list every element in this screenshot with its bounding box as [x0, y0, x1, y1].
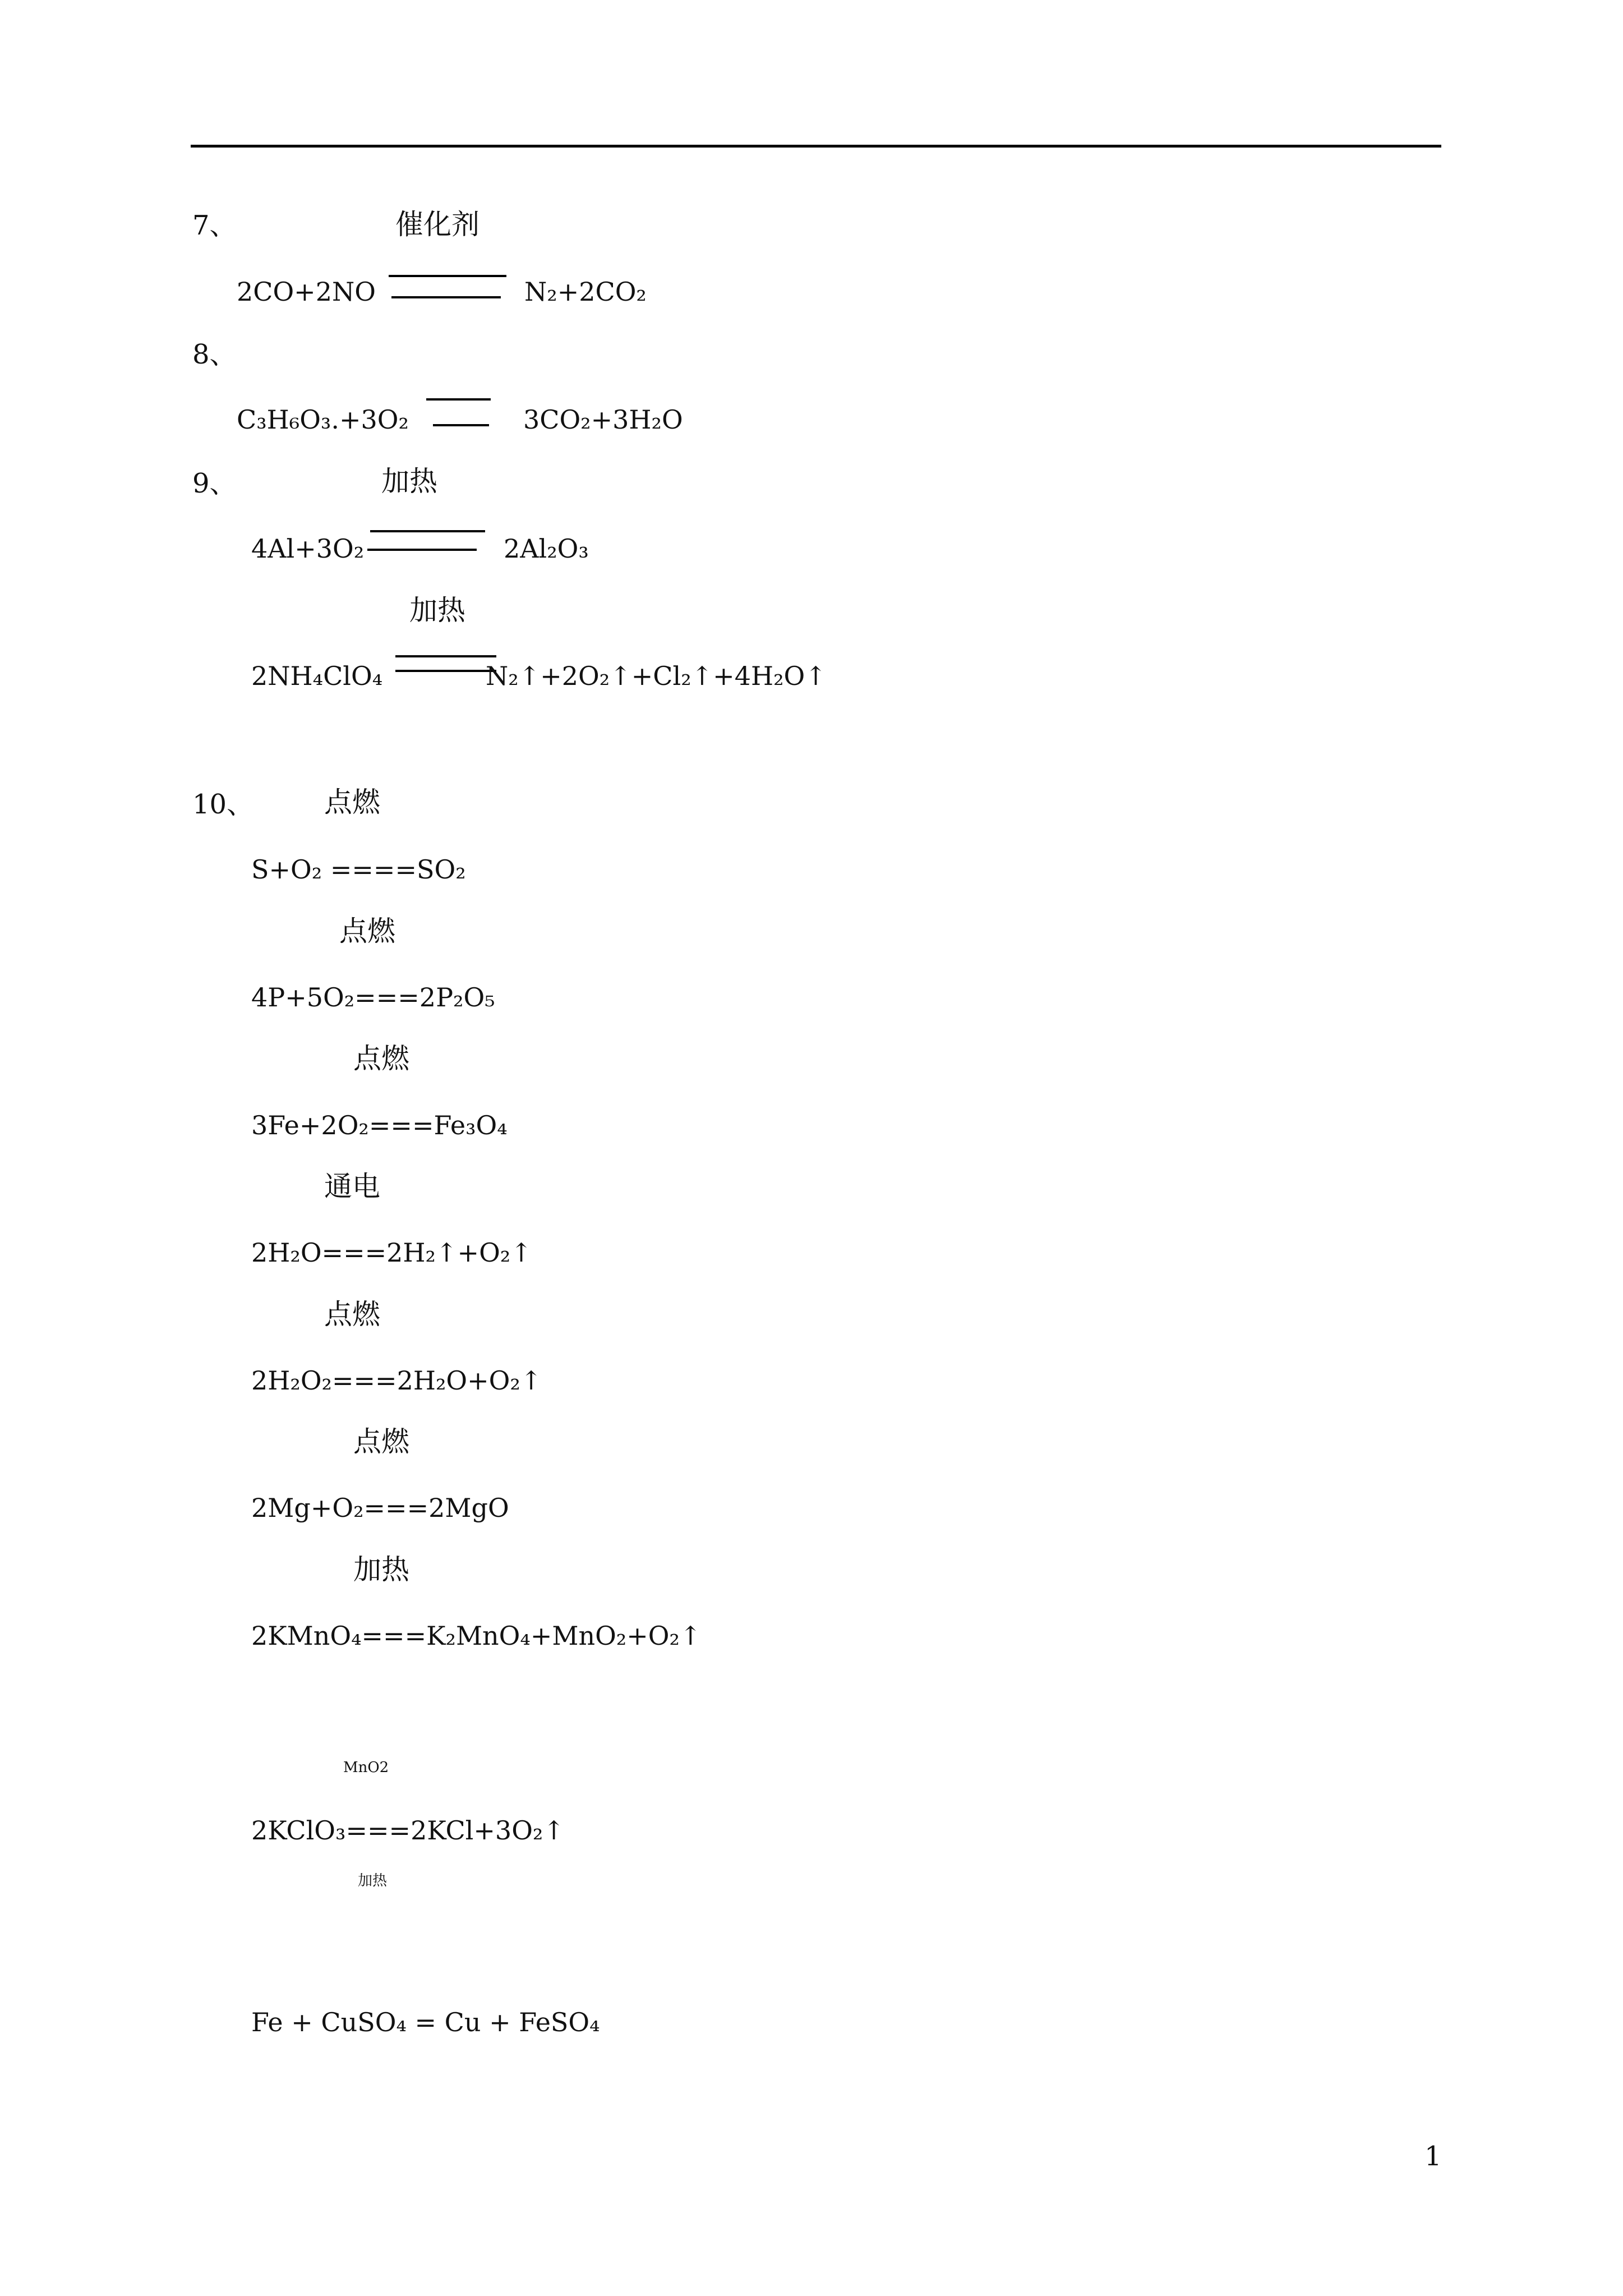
q10-eq8-condition-below: 加热 [358, 1872, 388, 1889]
q10-eq5-condition: 点燃 [324, 1298, 380, 1331]
q10-eq8-condition-above: MnO2 [343, 1759, 389, 1776]
q10-eq4-condition: 通电 [324, 1170, 380, 1203]
q10-eq3-condition: 点燃 [353, 1042, 409, 1075]
q8-equals-top [426, 398, 491, 401]
q7-condition: 催化剂 [395, 208, 479, 241]
q9-eq1-equals-top [370, 530, 485, 532]
q10-eq6-formula: 2Mg+O₂===2MgO [251, 1493, 509, 1523]
q9-eq1-equals-bottom [367, 549, 477, 551]
q8-reactants: C₃H₆O₃.+3O₂ [237, 404, 409, 435]
question-number-10: 10、 [192, 789, 254, 820]
q9-eq2-condition: 加热 [409, 594, 465, 627]
q7-reactants: 2CO+2NO [237, 277, 376, 307]
q10-eq8-formula: 2KClO₃===2KCl+3O₂↑ [251, 1815, 565, 1846]
q7-equals-top [389, 275, 506, 277]
q10-eq7-formula: 2KMnO₄===K₂MnO₄+MnO₂+O₂↑ [251, 1621, 702, 1651]
page-number: 1 [1424, 2141, 1442, 2172]
q10-eq5-formula: 2H₂O₂===2H₂O+O₂↑ [251, 1365, 542, 1396]
q10-eq4-formula: 2H₂O===2H₂↑+O₂↑ [251, 1237, 532, 1268]
q10-eq1-condition: 点燃 [324, 786, 380, 818]
q7-products: N₂+2CO₂ [524, 277, 647, 307]
q10-eq2-condition: 点燃 [339, 915, 395, 947]
q9-eq1-products: 2Al₂O₃ [504, 533, 589, 564]
q8-products: 3CO₂+3H₂O [523, 404, 683, 435]
q10-eq7-condition: 加热 [353, 1553, 409, 1586]
q10-eq1-formula: S+O₂ ====SO₂ [251, 854, 466, 885]
q9-eq2-equals-bottom [395, 670, 496, 672]
q9-eq2-equals-top [395, 655, 496, 657]
question-number-9: 9、 [192, 468, 237, 499]
q9-eq1-condition: 加热 [381, 465, 437, 498]
q9-eq2-products: N₂↑+2O₂↑+Cl₂↑+4H₂O↑ [486, 661, 827, 691]
last-equation: Fe + CuSO₄ = Cu + FeSO₄ [251, 2007, 600, 2037]
header-rule [191, 145, 1441, 148]
q9-eq2-reactants: 2NH₄ClO₄ [251, 661, 383, 691]
q10-eq2-formula: 4P+5O₂===2P₂O₅ [251, 982, 495, 1013]
question-number-7: 7、 [192, 210, 237, 241]
q7-equals-bottom [391, 296, 501, 298]
q10-eq3-formula: 3Fe+2O₂===Fe₃O₄ [251, 1110, 508, 1140]
q10-eq6-condition: 点燃 [353, 1425, 409, 1458]
q8-equals-bottom [433, 424, 489, 426]
q9-eq1-reactants: 4Al+3O₂ [251, 533, 365, 564]
question-number-8: 8、 [192, 339, 237, 370]
